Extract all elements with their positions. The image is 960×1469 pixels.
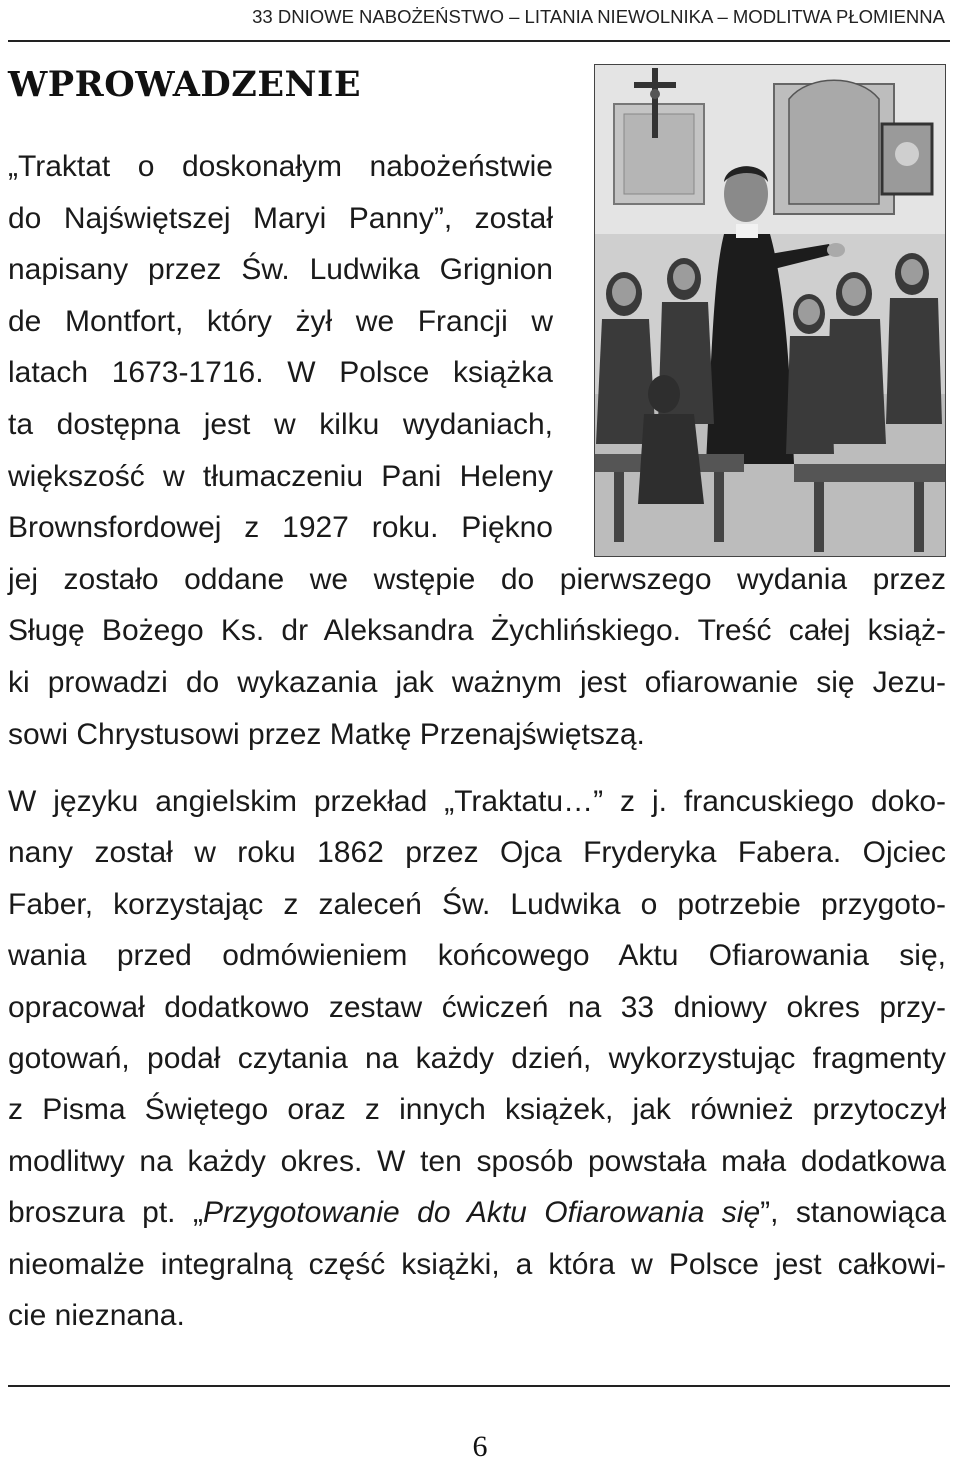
text-line: do Najświętszej Maryi Panny”, został [8, 201, 553, 235]
page-number: 6 [472, 1430, 488, 1463]
section-title: WPROWADZENIE [8, 64, 362, 105]
text-line: Faber, korzystając z zaleceń Św. Ludwika o potrzebie przygoto- [8, 887, 946, 921]
text-line: większość w tłumaczeniu Pani Heleny [8, 459, 553, 493]
text-line: z Pisma Świętego oraz z innych książek, jak również przytoczył [8, 1093, 946, 1127]
text-line [8, 1187, 946, 1238]
text-line: „Traktat o doskonałym nabożeństwie [8, 150, 553, 183]
text-line: napisany przez Św. Ludwika Grignion [8, 253, 553, 287]
text-line: ta dostępna jest w kilku wydaniach, [8, 407, 553, 441]
text-line: latach 1673-1716. W Polsce książka [8, 356, 553, 390]
text-line: de Montfort, który żył we Francji w [8, 304, 553, 338]
text-segment: broszura pt. „ [8, 1196, 203, 1230]
text-line: cie nieznana. [8, 1298, 185, 1332]
text-line: modlitwy na każdy okres. W ten sposób powstała mała dodatkowa [8, 1144, 946, 1178]
text-line: nieomalże integralną część książki, a która w Polsce jest całkowi- [8, 1247, 946, 1281]
text-line: Sługę Bożego Ks. dr Aleksandra Żychlińskiego. Treść całej książ- [8, 614, 946, 648]
text-segment: ”, stanowiąca [760, 1196, 947, 1230]
running-header: 33 DNIOWE NABOŻEŃSTWO – LITANIA NIEWOLNIKA – MODLITWA PŁOMIENNA [252, 6, 945, 27]
paragraph-translation [8, 776, 946, 1341]
text-line: jej zostało oddane we wstępie do pierwszego wydania przez [8, 562, 946, 596]
text-line: opracował dodatkowo zestaw ćwiczeń na 33 dniowy okres przy- [8, 990, 946, 1024]
text-line: Brownsfordowej z 1927 roku. Piękno [8, 511, 553, 545]
paragraph-intro [8, 141, 946, 760]
text-line: ki prowadzi do wykazania jak ważnym jest ofiarowanie się Jezu- [8, 665, 946, 699]
text-line: W języku angielskim przekład „Traktatu…” z j. francuskiego doko- [8, 785, 946, 818]
text-line: gotowań, podał czytania na każdy dzień, wykorzystując fragmenty [8, 1041, 946, 1075]
header-divider [8, 40, 950, 42]
brochure-title: Przygotowanie do Aktu Ofiarowania się [202, 1196, 761, 1230]
footer-divider [8, 1385, 950, 1387]
text-line: nany został w roku 1862 przez Ojca Fryderyka Fabera. Ojciec [8, 836, 946, 870]
text-line: sowi Chrystusowi przez Matkę Przenajświętszą. [8, 717, 645, 751]
text-line: wania przed odmówieniem końcowego Aktu Ofiarowania się, [8, 939, 946, 973]
